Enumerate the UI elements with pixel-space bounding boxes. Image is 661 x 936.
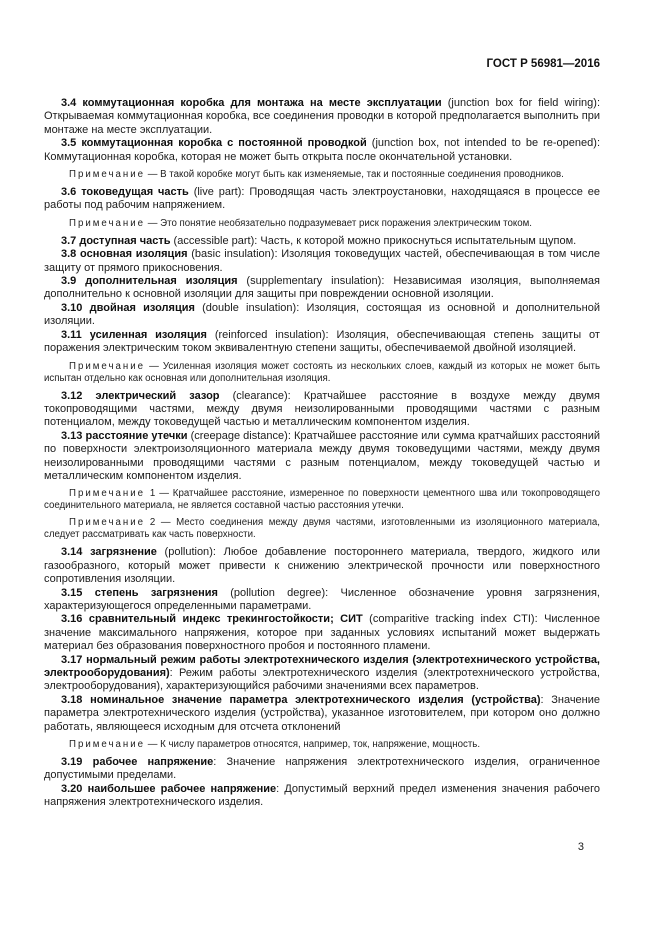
term-number: 3.9 — [61, 275, 77, 288]
term-number: 3.20 — [61, 782, 83, 795]
term-definition: Численное обозначение уровня загрязнения, характеризующегося определенными параметрами. — [44, 586, 600, 612]
term-name: токоведущая часть — [81, 186, 189, 199]
running-header: ГОСТ Р 56981—2016 — [486, 58, 600, 70]
term-3-7: 3.7 доступная часть (accessible part): Часть, к которой можно прикоснуться испытательным щупом. — [61, 234, 577, 247]
term-3-14: 3.14 загрязнение (pollution): Любое добавление постороннего материала, твердого, жидкого или газообразного, который может привести к снижению электрической прочности или поверхностного сопротивления изоляции. — [44, 546, 600, 586]
term-3-5: 3.5 коммутационная коробка с постоянной проводкой (junction box, not intended to be re-opened): Коммутационная коробка, которая не может быть открыта после окончательной установки. — [44, 137, 600, 163]
term-english-equivalent: supplementary insulation — [250, 275, 378, 288]
term-3-9: 3.9 дополнительная изоляция (supplementary insulation): Независимая изоляция, выполняемая дополнительно к основной изоляции для защиты при повреждении основной изоляции. — [44, 275, 600, 301]
term-definition: Часть, к которой можно прикоснуться испытательным щупом. — [260, 234, 577, 247]
term-definition: Значение напряжения электротехнического изделия, ограниченное допустимыми пределами. — [44, 756, 600, 782]
term-definition: Проводящая часть электроустановки, находящаяся в процессе ее работы под рабочим напряжением. — [44, 186, 600, 212]
note-text: Кратчайшее расстояние, измеренное по поверхности цементного шва или токопроводящего соединительного материала, не является составной частью расстояния утечки. — [44, 488, 600, 512]
term-english-equivalent: accessible part — [177, 234, 251, 247]
term-name: номинальное значение параметра электротехнического изделия (устройства) — [90, 693, 541, 706]
term-number: 3.7 — [61, 234, 77, 247]
term-definition: Любое добавление постороннего материала, твердого, жидкого или газообразного, который может привести к снижению электрической прочности или поверхностного сопротивления изоляции. — [44, 546, 600, 586]
term-english-equivalent: double insulation — [205, 301, 293, 314]
term-number: 3.18 — [61, 693, 83, 706]
term-number: 3.10 — [61, 301, 83, 314]
note-paragraph: Примечание — К числу параметров относятся, например, ток, напряжение, мощность. — [69, 739, 481, 751]
term-name: наибольшее рабочее напряжение — [87, 782, 277, 795]
term-definition: Коммутационная коробка, которая не может быть открыта после окончательной установки. — [44, 150, 513, 163]
term-number: 3.6 — [61, 186, 77, 199]
note-text: Усиленная изоляция может состоять из нескольких слоев, каждый из которых не может быть испытан отдельно как основная или дополнительная изоляция. — [44, 360, 600, 384]
term-name: нормальный режим работы электротехнического изделия (электротехнического устройства, электрооборудования) — [44, 653, 600, 679]
term-3-20: 3.20 наибольшее рабочее напряжение: Допустимый верхний предел изменения значения рабочего напряжения электротехнического изделия. — [44, 782, 600, 809]
term-name: электрический зазор — [95, 389, 220, 402]
term-english-equivalent: creepage distance — [194, 429, 285, 442]
term-3-6: 3.6 токоведущая часть (live part): Проводящая часть электроустановки, находящаяся в процессе ее работы под рабочим напряжением. — [44, 186, 600, 212]
term-number: 3.8 — [61, 248, 77, 261]
term-number: 3.16 — [61, 613, 83, 626]
term-name: сравнительный индекс трекингостойкости; СИТ — [88, 613, 363, 626]
term-name: двойная изоляция — [89, 301, 195, 314]
term-definition: Открываемая коммутационная коробка, все соединения проводки в которой предполагается выполнить при монтаже на месте эксплуатации. — [44, 110, 600, 136]
term-english-equivalent: junction box, not intended to be re-opened — [375, 137, 594, 150]
term-3-4: 3.4 коммутационная коробка для монтажа на месте эксплуатации (junction box for field wiring): Открываемая коммутационная коробка, все соединения проводки в которой предполагается выполнить при монтаже на месте эксплуатации. — [44, 97, 600, 136]
note-label: Примечание — [69, 360, 146, 372]
note-paragraph: Примечание — Это понятие необязательно подразумевает риск поражения электрическим током. — [69, 217, 532, 229]
note-paragraph: Примечание — В такой коробке могут быть как изменяемые, так и постоянные соединения проводников. — [69, 169, 564, 181]
note-number: 1 — [149, 488, 156, 500]
document-content — [44, 97, 600, 810]
note-text: К числу параметров относятся, например, ток, напряжение, мощность. — [160, 739, 481, 751]
term-definition: Допустимый верхний предел изменения значения рабочего напряжения электротехнического изделия. — [44, 782, 600, 809]
term-name: коммутационная коробка с постоянной проводкой — [81, 137, 367, 150]
term-3-12: 3.12 электрический зазор (clearance): Кратчайшее расстояние в воздухе между двумя токопроводящими частями, между двумя неизолированными проводящими частями с разным потенциалом, между токоведущей частью и металлическим компонентом изделия. — [44, 389, 600, 429]
note-paragraph: Примечание 2 — Место соединения между двумя частями, изготовленными из изоляционного материала, следует рассматривать как часть поверхности. — [44, 517, 600, 541]
note-number: 2 — [149, 517, 156, 529]
term-definition: Независимая изоляция, выполняемая дополнительно к основной изоляции для защиты при повреждении основной изоляции. — [44, 275, 600, 301]
term-english-equivalent: pollution — [168, 546, 210, 559]
term-definition: Режим работы электротехнического изделия (электротехнического устройства, электрооборудования), характеризующийся рабочими значениями всех параметров. — [44, 667, 600, 693]
term-3-8: 3.8 основная изоляция (basic insulation): Изоляция токоведущих частей, обеспечивающая в том числе защиту от прямого прикосновения. — [44, 248, 600, 274]
term-number: 3.17 — [61, 653, 83, 666]
term-definition: Кратчайшее расстояние или сумма кратчайших расстояний по поверхности электроизоляционного материала между двумя токоведущими частями, между двумя неизолированными проводящими частями с разным потенциалом, между токоведущей частью и металлическим компонентом изделия. — [44, 429, 601, 482]
term-name: доступная часть — [79, 234, 171, 247]
term-name: дополнительная изоляция — [85, 275, 238, 288]
page-number: 3 — [577, 841, 584, 853]
term-definition: Кратчайшее расстояние в воздухе между двумя токопроводящими частями, между двумя неизолированными проводящими частями с разным потенциалом, между токоведущей частью и металлическим компонентом изделия. — [44, 389, 600, 429]
term-3-13: 3.13 расстояние утечки (creepage distance): Кратчайшее расстояние или сумма кратчайших расстояний по поверхности электроизоляционного материала между двумя токоведущими частями, между двумя неизолированными проводящими частями с разным потенциалом, между токоведущей частью и металлическим компонентом изделия. — [44, 429, 601, 482]
note-label: Примечание — [69, 488, 146, 500]
note-label: Примечание — [69, 739, 146, 751]
term-definition: Значение параметра электротехнического изделия (устройства), указанное изготовителем, при котором оно должно работать, являющееся исходным для отсчета отклонений — [44, 693, 600, 733]
term-3-18: 3.18 номинальное значение параметра электротехнического изделия (устройства): Значение параметра электротехнического изделия (устройства), указанное изготовителем, при котором оно должно работать, являющееся исходным для отсчета отклонений — [44, 693, 600, 733]
term-english-equivalent: basic insulation — [194, 248, 271, 261]
note-paragraph: Примечание 1 — Кратчайшее расстояние, измеренное по поверхности цементного шва или токопроводящего соединительного материала, не является составной частью расстояния утечки. — [44, 488, 600, 512]
term-number: 3.12 — [61, 389, 83, 402]
term-english-equivalent: live part — [197, 186, 238, 199]
note-paragraph: Примечание — Усиленная изоляция может состоять из нескольких слоев, каждый из которых не может быть испытан отдельно как основная или дополнительная изоляция. — [44, 360, 600, 384]
term-name: загрязнение — [90, 546, 157, 559]
term-number: 3.13 — [61, 429, 83, 442]
note-text: Это понятие необязательно подразумевает риск поражения электрическим током. — [160, 217, 532, 229]
term-3-17: 3.17 нормальный режим работы электротехнического изделия (электротехнического устройства, электрооборудования): Режим работы электротехнического изделия (электротехнического устройства, электрооборудования), характеризующийся рабочими значениями всех параметров. — [44, 653, 600, 693]
term-3-15: 3.15 степень загрязнения (pollution degree): Численное обозначение уровня загрязнения, характеризующегося определенными параметрами. — [44, 586, 600, 612]
note-label: Примечание — [69, 217, 146, 229]
term-definition: Изоляция, состоящая из основной и дополнительной изоляции. — [44, 301, 600, 328]
term-name: степень загрязнения — [94, 586, 218, 599]
term-name: коммутационная коробка для монтажа на месте эксплуатации — [82, 97, 442, 109]
note-label: Примечание — [69, 517, 146, 529]
term-english-equivalent: pollution degree — [233, 586, 322, 599]
term-name: основная изоляция — [80, 248, 188, 261]
term-english-equivalent: reinforced insulation — [218, 328, 322, 341]
term-3-10: 3.10 двойная изоляция (double insulation): Изоляция, состоящая из основной и дополнительной изоляции. — [44, 301, 600, 328]
note-text: В такой коробке могут быть как изменяемые, так и постоянные соединения проводников. — [160, 169, 564, 181]
term-english-equivalent: clearance — [236, 389, 284, 402]
term-number: 3.11 — [61, 328, 82, 341]
term-definition: Численное значение максимального напряжения, которое при заданных условиях испытаний может выдержать материал без образования поверхностного пробоя и постоянного пламени. — [44, 613, 600, 653]
term-number: 3.15 — [61, 586, 83, 599]
term-number: 3.14 — [61, 546, 83, 559]
term-number: 3.4 — [61, 97, 77, 109]
term-name: рабочее напряжение — [92, 756, 214, 769]
term-name: расстояние утечки — [85, 429, 188, 442]
term-english-equivalent: comparitive tracking index CTI — [372, 613, 531, 626]
term-3-16: 3.16 сравнительный индекс трекингостойкости; СИТ (comparitive tracking index CTI): Численное значение максимального напряжения, которое при заданных условиях испытаний может выдержать материал без образования поверхностного пробоя и постоянного пламени. — [44, 613, 600, 653]
note-text: Место соединения между двумя частями, изготовленными из изоляционного материала, следует рассматривать как часть поверхности. — [44, 517, 600, 541]
term-3-19: 3.19 рабочее напряжение: Значение напряжения электротехнического изделия, ограниченное допустимыми пределами. — [44, 756, 600, 782]
note-label: Примечание — [69, 169, 146, 181]
term-english-equivalent: junction box for field wiring — [451, 97, 594, 109]
term-definition: Изоляция токоведущих частей, обеспечивающая в том числе защиту от прямого прикосновения. — [44, 248, 600, 274]
term-definition: Изоляция, обеспечивающая степень защиты от поражения электрическим током эквивалентную степени защиты, обеспечиваемой двойной изоляцией. — [44, 328, 600, 355]
term-number: 3.19 — [61, 756, 83, 769]
term-3-11: 3.11 усиленная изоляция (reinforced insulation): Изоляция, обеспечивающая степень защиты от поражения электрическим током эквивалентную степени защиты, обеспечиваемой двойной изоляцией. — [44, 328, 600, 355]
term-number: 3.5 — [61, 137, 77, 150]
term-name: усиленная изоляция — [89, 328, 207, 341]
